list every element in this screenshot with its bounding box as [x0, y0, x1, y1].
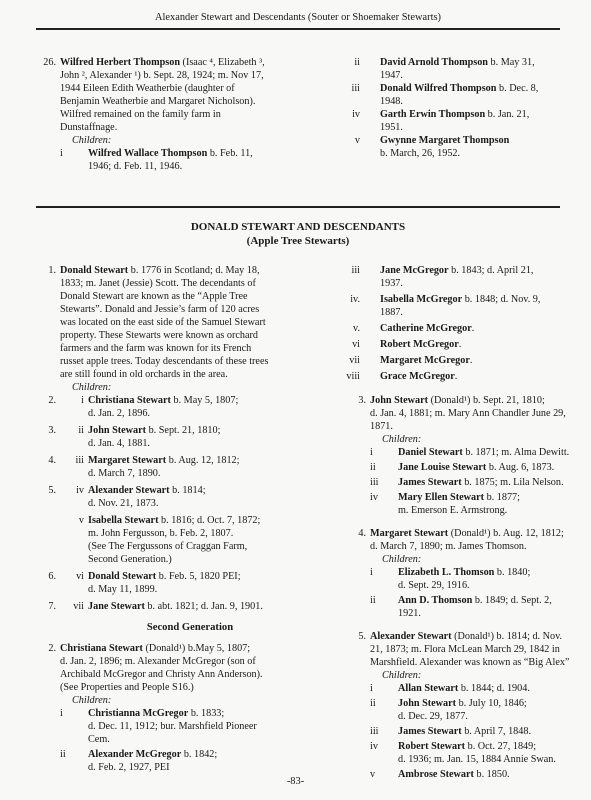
- entry-text: b. 1776 in Scotland; d. May 18,: [128, 265, 260, 276]
- person-name: Jane Louise Stewart: [398, 462, 487, 473]
- entry-4: [358, 527, 580, 622]
- entry-text: 1937.: [380, 278, 403, 289]
- roman-numeral: v: [78, 515, 84, 526]
- person-name: Jane McGregor: [380, 265, 449, 276]
- list-item: [48, 484, 320, 497]
- entry-text: d. Dec. 11, 1912; bur. Marshfield Pioneer: [88, 721, 257, 732]
- list-item: [349, 354, 580, 367]
- entry-text: d. Dec. 29, 1877.: [398, 711, 468, 722]
- entry-text: b. 1842;: [181, 749, 218, 760]
- entry-text: b. 1816; d. Oct. 7, 1872;: [158, 515, 261, 526]
- entry-text: Marshfield. Alexander was known as “Big Alex”: [370, 657, 570, 668]
- list-item: [370, 682, 580, 695]
- entry-number: 3.: [48, 425, 56, 436]
- children-label: Children:: [382, 670, 422, 681]
- entry-text: b. 1850.: [473, 769, 510, 780]
- list-item: [351, 82, 570, 108]
- entry-text: b. Aug. 6, 1873.: [486, 462, 555, 473]
- entry-number: 1.: [48, 265, 56, 276]
- children-label: Children:: [72, 695, 112, 706]
- entry-text: b. May 31,: [487, 57, 535, 68]
- entry-text: 1951.: [380, 122, 403, 133]
- page-number: -83-: [286, 776, 305, 787]
- children-label: Children:: [382, 434, 422, 445]
- entry-26-children-cont: [351, 56, 570, 160]
- entry-text: .: [454, 371, 458, 382]
- list-item: [351, 264, 580, 277]
- roman-numeral: iv: [76, 485, 84, 496]
- entry-4-children: [370, 566, 580, 622]
- entry-number: 4.: [48, 455, 56, 466]
- roman-numeral: i: [370, 683, 373, 694]
- list-item: [370, 476, 580, 489]
- person-name: Alexander Stewart: [370, 631, 452, 642]
- entry-text: d. Jan. 4, 1881.: [88, 438, 150, 449]
- entry-text: Dunstaffnage.: [60, 122, 118, 133]
- entry-number: 3.: [358, 395, 366, 406]
- entry-text: b. Feb. 5, 1820 PEI;: [156, 571, 241, 582]
- entry-number: 2.: [48, 395, 56, 406]
- entry-text: b. 1871; m. Alma Dewitt.: [462, 447, 570, 458]
- entry-text: b. May 5, 1807;: [170, 395, 239, 406]
- roman-numeral: v: [354, 135, 360, 146]
- person-name: Donald Stewart: [88, 571, 157, 582]
- person-name: Margaret Stewart: [88, 455, 167, 466]
- list-item: [370, 446, 580, 459]
- entry-text: b. 1848; d. Nov. 9,: [462, 294, 541, 305]
- roman-numeral: iii: [351, 83, 360, 94]
- entry-text: b. Feb. 11,: [207, 148, 253, 159]
- children-label: Children:: [382, 554, 422, 565]
- person-name: Margaret Stewart: [370, 528, 449, 539]
- person-name: Wilfred Herbert Thompson: [60, 57, 180, 68]
- entry-3-children: [370, 446, 580, 519]
- entry-text: b. March, 26, 1952.: [380, 148, 461, 159]
- section-rule: [36, 206, 560, 208]
- roman-numeral: iv.: [350, 294, 360, 305]
- page-header: Alexander Stewart and Descendants (Souter or Shoemaker Stewarts): [155, 12, 441, 23]
- list-item: [370, 697, 580, 710]
- entry-2-children-cont: [346, 264, 580, 386]
- entry-text: m. Emerson E. Armstrong.: [398, 505, 508, 516]
- entry-1-children: [48, 394, 320, 613]
- section-subtitle: (Apple Tree Stewarts): [246, 235, 350, 247]
- roman-numeral: vi: [76, 571, 84, 582]
- entry-text: b. 1833;: [188, 708, 225, 719]
- person-name: Jane Stewart: [88, 601, 145, 612]
- entry-text: (Donald¹) b. Aug. 12, 1812;: [448, 528, 564, 539]
- roman-numeral: vi: [352, 339, 360, 350]
- list-item: [370, 594, 580, 607]
- entry-text: Stewarts”. Donald and Jessie’s farm of 120 acres: [60, 304, 260, 315]
- person-name: Daniel Stewart: [398, 447, 463, 458]
- person-name: Christianna McGregor: [88, 708, 189, 719]
- entry-text: Donald Stewart are known as the “Apple Tree: [60, 291, 248, 302]
- entry-text: Wilfred remained on the family farm in: [60, 109, 221, 120]
- entry-text: (Donald¹) b.May 5, 1807;: [142, 643, 251, 654]
- entry-3: [358, 394, 580, 519]
- entry-text: 1948.: [380, 96, 403, 107]
- roman-numeral: viii: [346, 371, 360, 382]
- entry-text: b. July 10, 1846;: [456, 698, 527, 709]
- entry-text: b. Sept. 21, 1810;: [146, 425, 221, 436]
- entry-text: b. Aug. 12, 1812;: [166, 455, 240, 466]
- list-item: [354, 134, 570, 160]
- person-name: Christiana Stewart: [60, 643, 143, 654]
- person-name: Garth Erwin Thompson: [380, 109, 486, 120]
- entry-text: John ², Alexander ¹) b. Sept. 28, 1924; m. Nov 17,: [60, 70, 264, 81]
- entry-text: b. April 7, 1848.: [461, 726, 531, 737]
- roman-numeral: ii: [60, 749, 66, 760]
- roman-numeral: i: [81, 395, 84, 406]
- list-item: [370, 566, 580, 579]
- person-name: Robert McGregor: [380, 339, 459, 350]
- entry-text: b. 1875; m. Lila Nelson.: [461, 477, 564, 488]
- entry-text: was located on the east side of the Samuel Stewart: [60, 317, 266, 328]
- entry-text: b. 1844; d. 1904.: [458, 683, 530, 694]
- person-name: James Stewart: [398, 726, 462, 737]
- header-rule: [36, 28, 560, 30]
- person-name: Allan Stewart: [398, 683, 459, 694]
- entry-number: 5.: [48, 485, 56, 496]
- person-name: Isabella McGregor: [380, 294, 463, 305]
- person-name: John Stewart: [398, 698, 457, 709]
- person-name: Wilfred Wallace Thompson: [88, 148, 208, 159]
- entry-text: russet apple trees. Today descendants of these trees: [60, 356, 269, 367]
- roman-numeral: i: [370, 447, 373, 458]
- entry-text: Archibald McGregor and Christy Ann Anderson).: [60, 669, 263, 680]
- roman-numeral: ii: [370, 698, 376, 709]
- entry-text: b. Jan. 21,: [485, 109, 530, 120]
- person-name: Margaret McGregor: [380, 355, 470, 366]
- roman-numeral: iii: [370, 726, 379, 737]
- children-label: Children:: [72, 135, 112, 146]
- entry-2: [48, 642, 320, 776]
- roman-numeral: vii: [349, 355, 360, 366]
- roman-numeral: iv: [370, 741, 378, 752]
- entry-text: d. May 11, 1899.: [88, 584, 158, 595]
- list-item: [60, 514, 320, 527]
- roman-numeral: iii: [351, 265, 360, 276]
- list-item: [60, 748, 320, 761]
- entry-text: Benjamin Weatherbie and Margaret Nicholson).: [60, 96, 256, 107]
- entry-text: b. 1843; d. April 21,: [448, 265, 534, 276]
- person-name: Christiana Stewart: [88, 395, 171, 406]
- person-name: Donald Wilfred Thompson: [380, 83, 497, 94]
- person-name: Alexander McGregor: [88, 749, 182, 760]
- roman-numeral: v: [370, 769, 376, 780]
- list-item: [60, 707, 320, 720]
- entry-text: d. Nov. 21, 1873.: [88, 498, 159, 509]
- roman-numeral: ii: [354, 57, 360, 68]
- roman-numeral: vii: [73, 601, 84, 612]
- entry-text: d. March 7, 1890.: [88, 468, 161, 479]
- entry-text: d. Jan. 4, 1881; m. Mary Ann Chandler June 29,: [370, 408, 566, 419]
- person-name: Donald Stewart: [60, 265, 129, 276]
- roman-numeral: iv: [370, 492, 378, 503]
- person-name: James Stewart: [398, 477, 462, 488]
- section-title: DONALD STEWART AND DESCENDANTS: [190, 221, 406, 233]
- children-label: Children:: [72, 382, 112, 393]
- entry-text: 21, 1873; m. Flora McLean March 29, 1842 in: [370, 644, 560, 655]
- entry-text: d. 1936; m. Jan. 15, 1884 Annie Swan.: [398, 754, 556, 765]
- entry-text: b. abt. 1821; d. Jan. 9, 1901.: [144, 601, 263, 612]
- entry-text: (See Properties and People S16.): [60, 682, 194, 693]
- roman-numeral: i: [60, 708, 63, 719]
- list-item: [352, 338, 580, 351]
- entry-number: 4.: [358, 528, 366, 539]
- entry-text: Second Generation.): [88, 554, 172, 565]
- entry-text: farmers and the farm was known for its French: [60, 343, 252, 354]
- entry-text: .: [458, 339, 462, 350]
- roman-numeral: iv: [352, 109, 360, 120]
- entry-text: b. 1877;: [484, 492, 520, 503]
- entry-text: are still found in old orchards in the area.: [60, 369, 228, 380]
- entry-text: d. March 7, 1890; m. James Thomson.: [370, 541, 527, 552]
- person-name: Alexander Stewart: [88, 485, 170, 496]
- entry-text: 1947.: [380, 70, 403, 81]
- entry-text: .: [471, 323, 475, 334]
- list-item: [353, 322, 580, 335]
- entry-text: d. Jan. 2, 1896.: [88, 408, 150, 419]
- entry-text: 1887.: [380, 307, 403, 318]
- entry-number: 6.: [48, 571, 56, 582]
- roman-numeral: i: [60, 148, 63, 159]
- entry-text: .: [469, 355, 473, 366]
- roman-numeral: v.: [353, 323, 360, 334]
- person-name: Mary Ellen Stewart: [398, 492, 485, 503]
- list-item: [48, 570, 320, 583]
- list-item: [48, 424, 320, 437]
- entry-text: d. Feb. 2, 1927, PEI: [88, 762, 170, 773]
- list-item: [346, 370, 580, 383]
- person-name: John Stewart: [88, 425, 147, 436]
- entry-text: (See The Fergussons of Craggan Farm,: [88, 541, 248, 552]
- entry-1: [48, 264, 320, 394]
- person-name: John Stewart: [370, 395, 429, 406]
- roman-numeral: ii: [78, 425, 84, 436]
- list-item: [370, 725, 580, 738]
- entry-text: 1946; d. Feb. 11, 1946.: [88, 161, 183, 172]
- person-name: Elizabeth L. Thomson: [398, 567, 495, 578]
- entry-text: b. 1814;: [169, 485, 206, 496]
- entry-text: b. 1849; d. Sept. 2,: [472, 595, 552, 606]
- person-name: Ann D. Thomson: [398, 595, 473, 606]
- roman-numeral: iii: [75, 455, 84, 466]
- person-name: Catherine McGregor: [380, 323, 472, 334]
- person-name: Isabella Stewart: [88, 515, 159, 526]
- list-item: [370, 461, 580, 474]
- list-item: [354, 56, 570, 82]
- roman-numeral: iii: [370, 477, 379, 488]
- entry-text: 1871.: [370, 421, 393, 432]
- entry-text: b. 1840;: [494, 567, 531, 578]
- list-item: [48, 600, 320, 613]
- list-item: [370, 740, 580, 753]
- right-column: [346, 264, 580, 783]
- entry-text: 1833; m. Janet (Jessie) Scott. The decendants of: [60, 278, 256, 289]
- person-name: Robert Stewart: [398, 741, 466, 752]
- list-item: [48, 454, 320, 467]
- entry-text: d. Jan. 2, 1896; m. Alexander McGregor (son of: [60, 656, 256, 667]
- entry-text: d. Sept. 29, 1916.: [398, 580, 470, 591]
- entry-text: (Isaac ⁴, Elizabeth ³,: [180, 57, 265, 68]
- entry-5: [358, 630, 580, 783]
- list-item: [48, 394, 320, 407]
- person-name: Ambrose Stewart: [398, 769, 474, 780]
- entry-text: Cem.: [88, 734, 110, 745]
- entry-text: b. Oct. 27, 1849;: [465, 741, 537, 752]
- person-name: David Arnold Thompson: [380, 57, 488, 68]
- entry-number: 5.: [358, 631, 366, 642]
- entry-text: (Donald¹) b. Sept. 21, 1810;: [428, 395, 545, 406]
- entry-number: 2.: [48, 643, 56, 654]
- person-name: Grace McGregor: [380, 371, 455, 382]
- left-column: [48, 264, 320, 776]
- entry-text: property. These Stewarts were known as orchard: [60, 330, 259, 341]
- entry-number: 26.: [43, 57, 56, 68]
- list-item: [352, 108, 570, 134]
- entry-text: m. John Fergusson, b. Feb. 2, 1807.: [88, 528, 234, 539]
- entry-text: 1921.: [398, 608, 421, 619]
- list-item: [370, 491, 580, 504]
- roman-numeral: ii: [370, 595, 376, 606]
- entry-number: 7.: [48, 601, 56, 612]
- entry-text: 1944 Eileen Edith Weatherbie (daughter of: [60, 83, 235, 94]
- entry-text: b. Dec. 8,: [496, 83, 539, 94]
- entry-26: [43, 56, 320, 173]
- entry-2-children: [60, 707, 320, 776]
- roman-numeral: i: [370, 567, 373, 578]
- generation-heading: Second Generation: [146, 622, 234, 633]
- entry-text: (Donald¹) b. 1814; d. Nov.: [451, 631, 563, 642]
- person-name: Gwynne Margaret Thompson: [380, 135, 510, 146]
- roman-numeral: ii: [370, 462, 376, 473]
- list-item: [350, 293, 580, 306]
- entry-5-children: [370, 682, 580, 783]
